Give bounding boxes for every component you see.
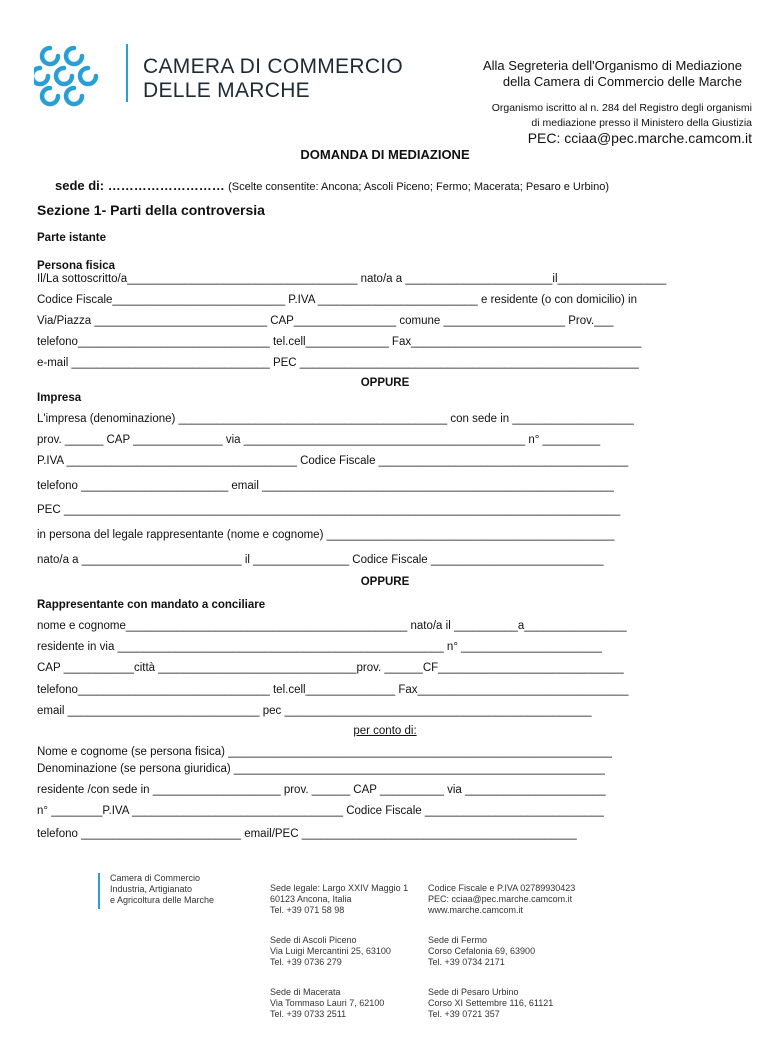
footer-divider [98,873,100,909]
chamber-logo-icon [34,44,100,110]
oppure-2: OPPURE [360,576,410,588]
footer-sede-ascoli: Sede di Ascoli Piceno Via Luigi Mercantini 25, 63100 Tel. +39 0736 279 [270,935,391,967]
rap-line-2[interactable]: residente in via ___________________________________________________ n° ______________________ [37,641,602,653]
imp-line-6[interactable]: in persona del legale rappresentante (nome e cognome) _____________________________________________ [37,529,615,541]
pf-line-4[interactable]: telefono______________________________ tel.cell_____________ Fax____________________________________ [37,336,642,348]
footer-org: Camera di Commercio Industria, Artigianato e Agricoltura delle Marche [110,873,215,905]
rap-line-4[interactable]: telefono______________________________ tel.cell______________ Fax_________________________________ [37,684,629,696]
per-conto-di-wrapper [0,725,770,737]
imp-line-5[interactable]: PEC _______________________________________________________________________________________ [37,504,621,516]
document-title: DOMANDA DI MEDIAZIONE [300,147,470,162]
registry-info [492,101,752,131]
pcd-line-3[interactable]: residente /con sede in ____________________ prov. ______ CAP __________ via ______________________ [37,784,606,796]
recipient-address [483,58,742,90]
per-conto-di-heading: per conto di: [353,725,417,737]
imp-line-7[interactable]: nato/a a _________________________ il _______________ Codice Fiscale ___________________________ [37,554,604,566]
footer-sede-legale: Sede legale: Largo XXIV Maggio 1 60123 Ancona, Italia Tel. +39 071 58 98 [270,883,409,915]
oppure-1: OPPURE [360,377,410,389]
pcd-line-1[interactable]: Nome e cognome (se persona fisica) ____________________________________________________________ [37,746,612,758]
footer-sede-pesaro: Sede di Pesaro Urbino Corso XI Settembre 116, 61121 Tel. +39 0721 357 [428,987,554,1019]
pf-line-2[interactable]: Codice Fiscale___________________________ P.IVA _________________________ e residente (o con domicilio) in [37,294,637,306]
parte-istante-heading: Parte istante [37,232,107,244]
imp-line-2[interactable]: prov. ______ CAP ______________ via ____________________________________________ n° _________ [37,434,601,446]
footer-col2 [270,872,408,1039]
address-line1: Alla Segreteria dell'Organismo di Mediazione [482,58,742,73]
chamber-name [143,55,403,103]
pcd-line-2[interactable]: Denominazione (se persona giuridica) __________________________________________________________ [37,763,605,775]
pf-line-1[interactable]: Il/La sottoscritto/a____________________________________ nato/a a _______________________il_________________ [37,273,667,285]
footer-sede-fermo: Sede di Fermo Corso Cefalonia 69, 63900 Tel. +39 0734 2171 [428,935,536,967]
header-divider [126,44,128,102]
chamber-name-line1: CAMERA DI COMMERCIO [143,55,404,78]
pcd-line-4[interactable]: n° ________P.IVA _________________________________ Codice Fiscale ____________________________ [37,805,604,817]
rap-line-1[interactable]: nome e cognome____________________________________________ nato/a il __________a________________ [37,620,627,632]
pcd-line-5[interactable]: telefono _________________________ email/PEC ___________________________________________ [37,828,577,840]
address-line2: della Camera di Commercio delle Marche [502,74,742,89]
impresa-heading: Impresa [37,392,82,404]
persona-fisica-heading: Persona fisica [37,260,115,272]
footer-col3 [428,872,575,1039]
pec-address: PEC: cciaa@pec.marche.camcom.it [527,130,752,146]
imp-line-3[interactable]: P.IVA ____________________________________ Codice Fiscale _______________________________________ [37,455,629,467]
registry-line2: di mediazione presso il Ministero della Giustizia [531,117,752,129]
sede-label: sede di: ……………………… [55,178,225,193]
rap-line-3[interactable]: CAP ___________città _______________________________prov. ______CF_____________________________ [37,662,624,674]
chamber-name-line2: DELLE MARCHE [143,79,310,102]
footer-sede-macerata: Sede di Macerata Via Tommaso Lauri 7, 62100 Tel. +39 0733 2511 [270,987,385,1019]
sede-note: (Scelte consentite: Ancona; Ascoli Piceno; Fermo; Macerata; Pesaro e Urbino) [228,181,610,193]
registry-line1: Organismo iscritto al n. 284 del Registro degli organismi [491,102,752,114]
imp-line-4[interactable]: telefono _______________________ email _______________________________________________________ [37,480,614,492]
section-title: Sezione 1- Parti della controversia [37,202,265,218]
footer-fiscal: Codice Fiscale e P.IVA 02789930423 PEC: cciaa@pec.marche.camcom.it www.marche.camcom.it [428,883,576,915]
pf-line-5[interactable]: e-mail _______________________________ PEC _____________________________________________________ [37,357,639,369]
imp-line-1[interactable]: L'impresa (denominazione) __________________________________________ con sede in ___________________ [37,413,634,425]
rap-line-5[interactable]: email ______________________________ pec ________________________________________________ [37,705,592,717]
sede-line [55,178,609,193]
rappresentante-heading: Rappresentante con mandato a conciliare [37,599,266,611]
pf-line-3[interactable]: Via/Piazza ___________________________ CAP________________ comune ___________________ Prov.___ [37,315,614,327]
